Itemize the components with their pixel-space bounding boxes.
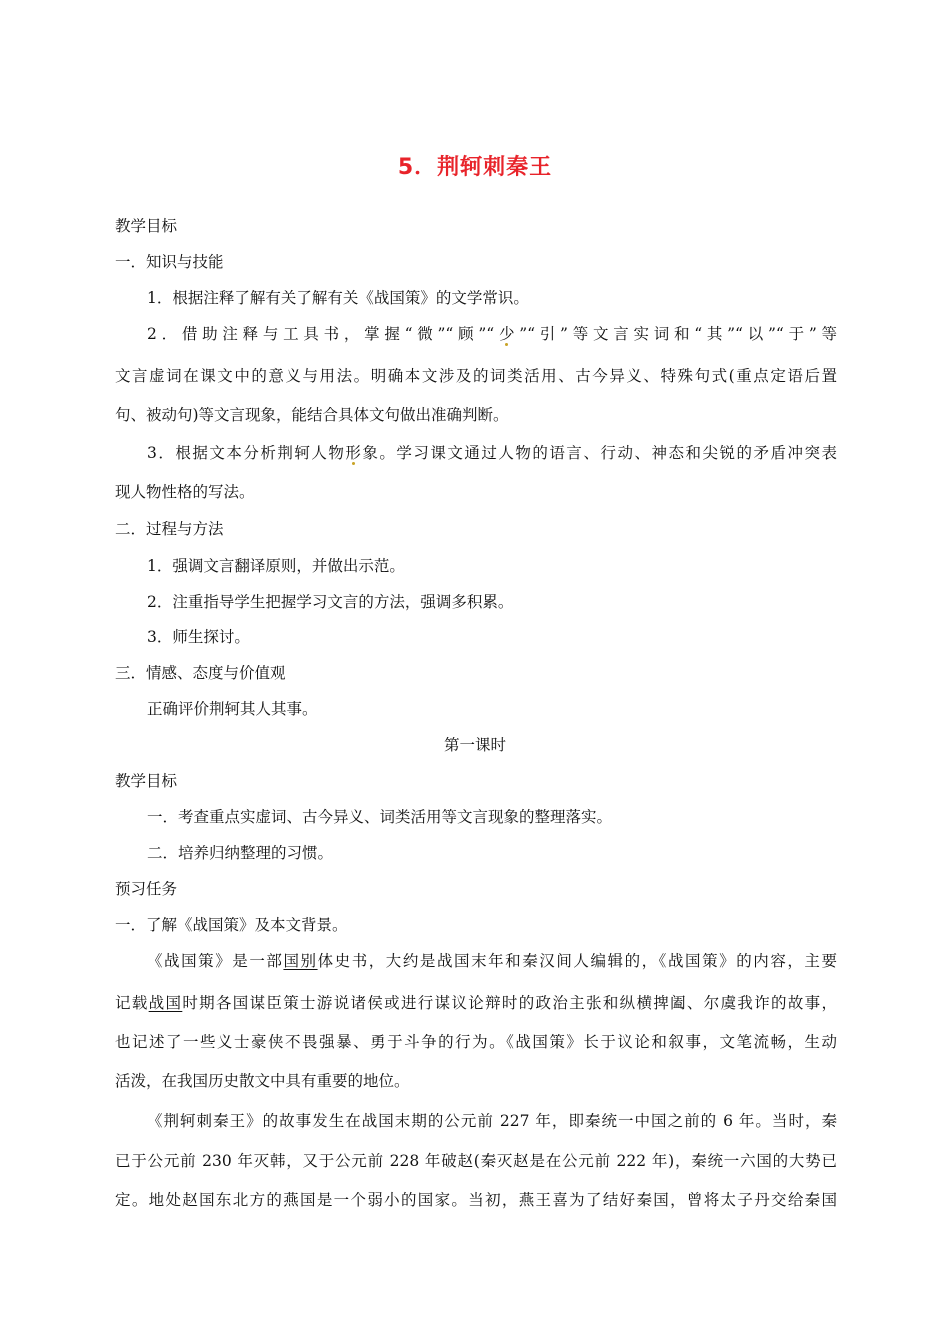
subheading-emotion-values: 三．情感、态度与价值观 — [115, 664, 286, 682]
underlined-term: 战国 — [148, 994, 183, 1012]
background-paragraph-2-line-1: 《荆轲刺秦王》的故事发生在战国末期的公元前 227 年，即秦统一中国之前的 6 年。当时，秦 — [147, 1112, 837, 1130]
emphasis-mark: 少 — [494, 325, 520, 343]
background-paragraph-1-line-4: 活泼，在我国历史散文中具有重要的地位。 — [115, 1072, 410, 1090]
lesson-goal-1: 一．考查重点实虚词、古今异义、词类活用等文言现象的整理落实。 — [147, 808, 613, 826]
goal-item-3-line-2: 现人物性格的写法。 — [115, 483, 255, 501]
preview-task-1: 一．了解《战国策》及本文背景。 — [115, 916, 348, 934]
goal-item-2-line-3: 句、被动句)等文言现象，能结合具体文句做出准确判断。 — [115, 406, 509, 424]
background-paragraph-1-line-3: 也记述了一些义士豪侠不畏强暴、勇于斗争的行为。《战国策》长于议论和叙事，文笔流畅，生动 — [115, 1033, 837, 1051]
method-item-3: 3．师生探讨。 — [147, 628, 250, 646]
lesson-goal-2: 二．培养归纳整理的习惯。 — [147, 844, 334, 862]
subheading-knowledge-skills: 一．知识与技能 — [115, 253, 224, 271]
values-item: 正确评价荆轲其人其事。 — [147, 700, 318, 718]
preview-tasks-heading: 预习任务 — [115, 880, 178, 898]
background-paragraph-1-line-2: 记载战国时期各国谋臣策士游说诸侯或进行谋议论辩时的政治主张和纵横捭阖、尔虞我诈的故事， — [115, 994, 837, 1012]
goal-item-3-line-1: 3．根据文本分析荆轲人物形象。学习课文通过人物的语言、行动、神态和尖锐的矛盾冲突表 — [147, 444, 837, 462]
goal-item-2-line-2: 文言虚词在课文中的意义与用法。明确本文涉及的词类活用、古今异义、特殊句式(重点定语后置 — [115, 367, 837, 385]
subheading-process-method: 二．过程与方法 — [115, 520, 224, 538]
section-heading-teaching-goals: 教学目标 — [115, 217, 178, 235]
lesson-teaching-goals: 教学目标 — [115, 772, 178, 790]
background-paragraph-2-line-3: 定。地处赵国东北方的燕国是一个弱小的国家。当初，燕王喜为了结好秦国，曾将太子丹交给秦国 — [115, 1191, 837, 1209]
method-item-2: 2．注重指导学生把握学习文言的方法，强调多积累。 — [147, 593, 514, 611]
lesson-heading: 第一课时 — [443, 736, 506, 754]
document-title: 5．荆轲刺秦王 — [397, 155, 553, 180]
method-item-1: 1．强调文言翻译原则，并做出示范。 — [147, 557, 405, 575]
goal-item-2-line-1: 2．借助注释与工具书，掌握“微”“顾”“少”“引”等文言实词和“其”“以”“于”等 — [147, 325, 837, 343]
goal-item-1: 1．根据注释了解有关了解有关《战国策》的文学常识。 — [147, 289, 529, 307]
background-paragraph-2-line-2: 已于公元前 230 年灭韩，又于公元前 228 年破赵(秦灭赵是在公元前 222 年)，秦统一六国的大势已 — [115, 1152, 837, 1170]
emphasis-mark: 形 — [345, 444, 363, 462]
underlined-term: 国别 — [283, 952, 318, 970]
background-paragraph-1-line-1: 《战国策》是一部国别体史书，大约是战国末年和秦汉间人编辑的，《战国策》的内容，主要 — [147, 952, 837, 970]
